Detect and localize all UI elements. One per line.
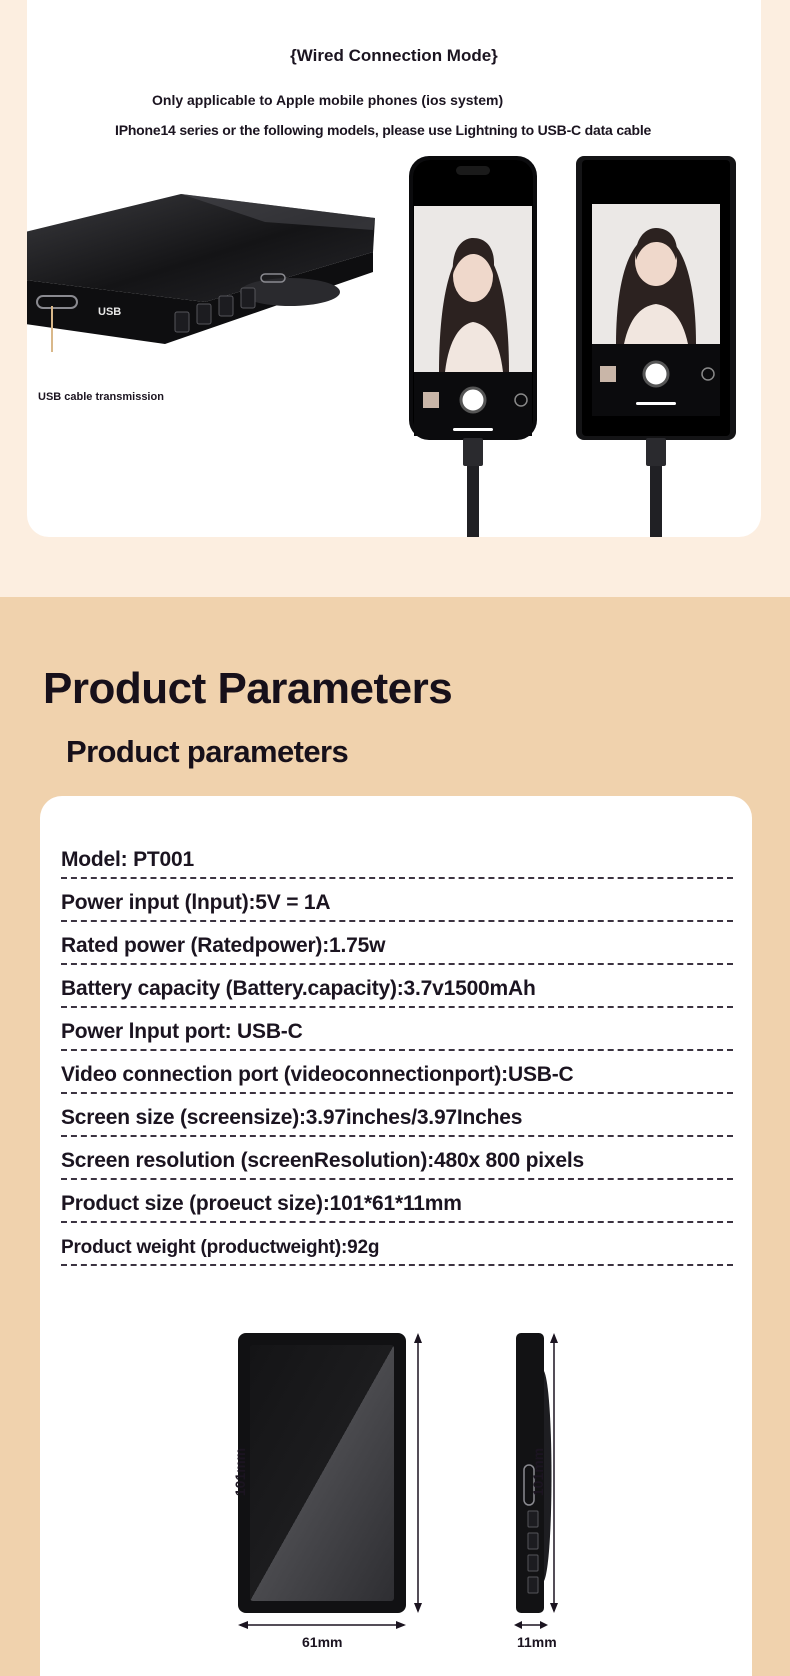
spec-text: Rated power (Ratedpower):1.75w: [61, 934, 386, 957]
product-parameters-heading: Product Parameters: [43, 664, 453, 713]
spec-text: Product weight (productweight):92g: [61, 1237, 380, 1258]
product-parameters-subheading: Product parameters: [66, 734, 349, 769]
spec-text: Video connection port (videoconnectionport):USB-C: [61, 1063, 574, 1086]
display-device-image: [27, 192, 375, 352]
spec-row-power-input: [61, 879, 733, 922]
spec-row-screen-size: [61, 1094, 733, 1137]
front-view-diagram: [228, 1331, 458, 1641]
spec-row-power-port: [61, 1008, 733, 1051]
display-monitor-image: [576, 156, 736, 537]
cable-caption: USB cable transmission: [38, 391, 164, 403]
width-dimension-label: 61mm: [302, 1634, 343, 1650]
spec-text: Power input (lnput):5V = 1A: [61, 891, 331, 914]
spec-row-model: [61, 836, 733, 879]
spec-text: Power lnput port: USB-C: [61, 1020, 303, 1043]
usb-port-label: USB: [98, 306, 122, 318]
height-dimension-label-side: 101mm: [530, 1447, 547, 1497]
spec-text: Battery capacity (Battery.capacity):3.7v1500mAh: [61, 977, 536, 1000]
spec-row-battery: [61, 965, 733, 1008]
cable-instruction-note: IPhone14 series or the following models, please use Lightning to USB-C data cable: [115, 122, 652, 138]
iphone-image: [409, 156, 537, 537]
spec-text: Screen size (screensize):3.97inches/3.97Inches: [61, 1106, 523, 1129]
height-dimension-label-front: 101mm: [232, 1447, 249, 1497]
parameters-card: [40, 796, 752, 1676]
spec-text: Screen resolution (screenResolution):480x 800 pixels: [61, 1149, 584, 1172]
side-view-diagram: [514, 1331, 594, 1641]
spec-row-product-size: [61, 1180, 733, 1223]
spec-row-resolution: [61, 1137, 733, 1180]
wired-mode-title: {Wired Connection Mode}: [290, 46, 498, 65]
spec-row-video-port: [61, 1051, 733, 1094]
wired-card: [27, 0, 761, 537]
spec-text: Model: PT001: [61, 848, 194, 871]
ios-compatibility-note: Only applicable to Apple mobile phones (ios system): [152, 92, 504, 108]
wired-section: [0, 0, 790, 597]
spec-row-product-weight: [61, 1223, 733, 1266]
depth-dimension-label: 11mm: [517, 1634, 557, 1650]
spec-row-rated-power: [61, 922, 733, 965]
spec-text: Product size (proeuct size):101*61*11mm: [61, 1192, 462, 1215]
